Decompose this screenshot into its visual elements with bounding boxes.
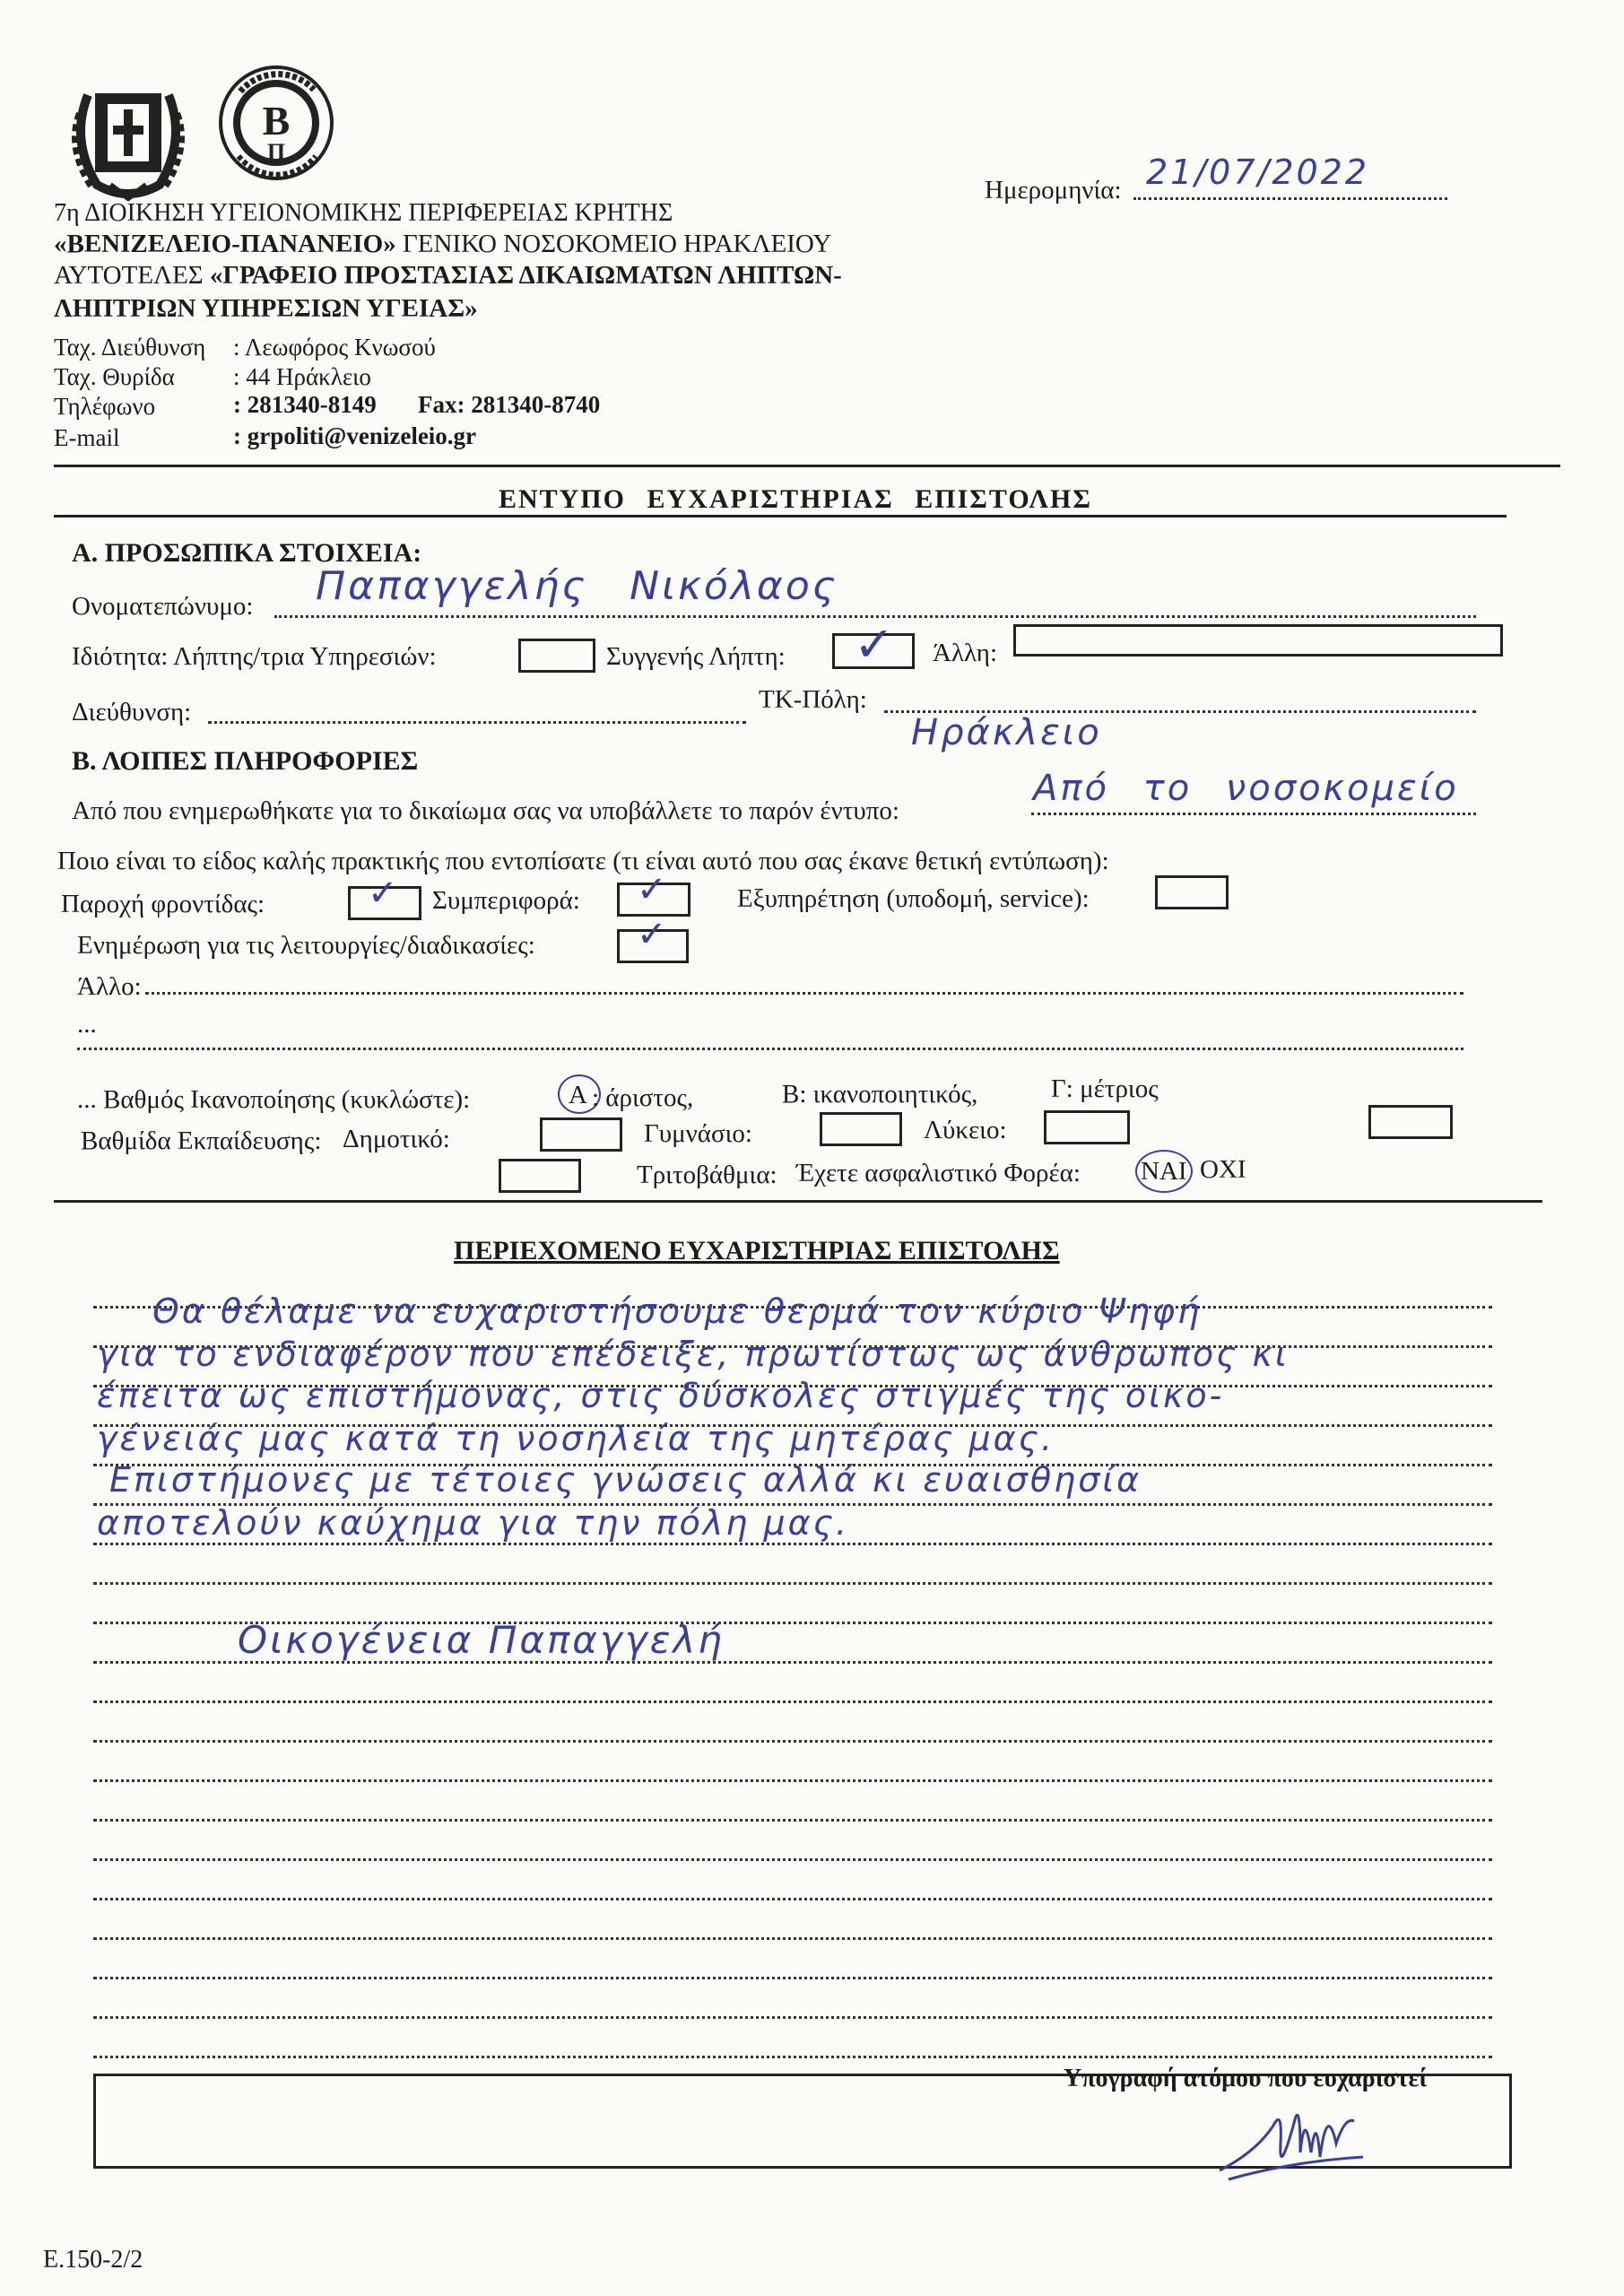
letter-line <box>93 1700 1492 1703</box>
source-value[interactable]: Από το νοσοκομείο <box>1033 768 1459 809</box>
divider-top <box>54 465 1560 467</box>
role-label: Ιδιότητα: Λήπτης/τρια Υπηρεσιών: <box>72 642 437 671</box>
form-title: ΕΝΤΥΠΟ ΕΥΧΑΡΙΣΤΗΡΙΑΣ ΕΠΙΣΤΟΛΗΣ <box>499 484 1092 514</box>
other2-dotted-line-2 <box>77 1048 1463 1050</box>
address-dotted-line <box>208 721 746 724</box>
insurance-no[interactable]: ΟΧΙ <box>1200 1155 1246 1184</box>
edu-gym-label: Γυμνάσιο: <box>644 1119 752 1148</box>
edu-label: Βαθμίδα Εκπαίδευσης: <box>81 1126 322 1155</box>
edu-lyceum-label: Λύκειο: <box>924 1116 1007 1144</box>
other-input[interactable] <box>1013 624 1503 657</box>
other-label: Άλλη: <box>933 639 998 667</box>
header-line1: 7η ΔΙΟΙΚΗΣΗ ΥΓΕΙΟΝΟΜΙΚΗΣ ΠΕΡΙΦΕΡΕΙΑΣ ΚΡΗΤΗΣ <box>54 199 673 227</box>
letter-line <box>93 1543 1492 1545</box>
care-check-mark-icon: ✓ <box>368 873 398 914</box>
letter-line <box>93 1977 1492 1979</box>
edu-primary-label: Δημοτικό: <box>343 1125 450 1153</box>
service-checkbox[interactable] <box>1155 875 1229 909</box>
letter-line <box>93 2056 1492 2058</box>
letter-line <box>93 1937 1492 1940</box>
name-value[interactable]: Παπαγγελής Νικόλαος <box>316 563 838 609</box>
letter-line <box>93 1858 1492 1861</box>
signature-label: Υπογραφή ατόμου που ευχαριστεί <box>1064 2065 1428 2092</box>
letter-text-line: Επιστήμονες με τέτοιες γνώσεις αλλά κι ευαισθησία <box>109 1460 1142 1500</box>
header-line2: «ΒΕΝΙΖΕΛΕΙΟ-ΠΑΝΑΝΕΙΟ» ΓΕΝΙΚΟ ΝΟΣΟΚΟΜΕΙΟ ΗΡΑΚΛΕΙΟΥ <box>54 230 832 258</box>
edu-gym-checkbox[interactable] <box>820 1112 902 1146</box>
recipient-checkbox[interactable] <box>518 639 595 673</box>
edu-extra-checkbox[interactable] <box>1368 1105 1453 1139</box>
sat-b-label[interactable]: Β: ικανοποιητικός, <box>782 1080 978 1109</box>
insurance-question: Έχετε ασφαλιστικό Φορέα: <box>796 1159 1081 1187</box>
letter-line <box>93 1819 1492 1822</box>
section-b-title: Β. ΛΟΙΠΕΣ ΠΛΗΡΟΦΟΡΙΕΣ <box>72 746 419 776</box>
edu-tertiary-label: Τριτοβάθμια: <box>637 1161 777 1189</box>
zip-value: : 44 Ηράκλειο <box>233 363 371 390</box>
relative-check-mark-icon: ✓ <box>854 616 895 673</box>
divider-letter <box>54 1200 1542 1203</box>
address-label: Διεύθυνση: <box>72 698 192 726</box>
behavior-label: Συμπεριφορά: <box>432 886 580 915</box>
addr-label: Ταχ. Διεύθυνση <box>54 334 206 361</box>
edu-lyceum-checkbox[interactable] <box>1044 1110 1130 1144</box>
letter-line <box>93 1898 1492 1900</box>
letter-text-line: Θα θέλαμε να ευχαριστήσουμε θερμά τον κύριο Ψηφή <box>152 1292 1203 1331</box>
other2-ellipsis: ... <box>77 1010 97 1039</box>
source-dotted-line <box>1031 813 1476 815</box>
insurance-yes[interactable]: ΝΑΙ <box>1141 1157 1187 1186</box>
other2-dotted-line <box>145 992 1463 995</box>
letter-text-line: γένειάς μας κατά τη νοσηλεία της μητέρας μας. <box>97 1419 1055 1458</box>
other2-label: Άλλο: <box>77 972 142 1001</box>
edu-tertiary-checkbox[interactable] <box>499 1159 581 1193</box>
practice-question: Ποιο είναι το είδος καλής πρακτικής που εντοπίσατε (τι είναι αυτό που σας έκανε θετική εντύπωση): <box>57 847 1109 875</box>
zip-label: Ταχ. Θυρίδα <box>54 363 175 390</box>
info-check-mark-icon: ✓ <box>637 914 667 955</box>
letter-line <box>93 1582 1492 1585</box>
email-label: E-mail <box>54 424 120 451</box>
letter-text-line: αποτελούν καύχημα για την πόλη μας. <box>97 1503 850 1543</box>
section-a-title: Α. ΠΡΟΣΩΠΙΚΑ ΣΤΟΙΧΕΙΑ: <box>72 538 422 568</box>
email-value: : grpoliti@venizeleio.gr <box>233 422 477 449</box>
letter-line <box>93 1779 1492 1782</box>
letter-line <box>93 1740 1492 1743</box>
header-line4: ΛΗΠΤΡΙΩΝ ΥΠΗΡΕΣΙΩΝ ΥΓΕΙΑΣ» <box>54 294 478 323</box>
letter-text-line: για το ενδιαφέρον που επέδειξε, πρωτίστως ως άνθρωπος κι <box>97 1335 1290 1374</box>
name-label: Ονοματεπώνυμο: <box>72 592 254 621</box>
greek-emblem-logo <box>61 59 195 203</box>
behavior-check-mark-icon: ✓ <box>637 869 667 910</box>
signature-scribble <box>1211 2090 1372 2197</box>
letter-title: ΠΕΡΙΕΧΟΜΕΝΟ ΕΥΧΑΡΙΣΤΗΡΙΑΣ ΕΠΙΣΤΟΛΗΣ <box>454 1236 1060 1265</box>
source-label: Από που ενημερωθήκατε για το δικαίωμα σας να υποβάλλετε το παρόν έντυπο: <box>72 796 899 825</box>
svg-text:Β: Β <box>262 98 291 144</box>
sat-a-label: : άριστος, <box>592 1083 694 1112</box>
date-value[interactable]: 21/07/2022 <box>1146 152 1370 192</box>
hospital-logo <box>213 56 339 190</box>
header-line3: ΑΥΤΟΤΕΛΕΣ «ΓΡΑΦΕΙΟ ΠΡΟΣΤΑΣΙΑΣ ΔΙΚΑΙΩΜΑΤΩΝ ΛΗΠΤΩΝ- <box>54 261 842 290</box>
addr-value: : Λεωφόρος Κνωσού <box>233 334 436 361</box>
care-label: Παροχή φροντίδας: <box>61 890 265 918</box>
title-underline <box>54 515 1507 517</box>
svg-text:Π: Π <box>266 139 286 165</box>
footer-code: Ε.150-2/2 <box>43 2246 143 2274</box>
city-value[interactable]: Ηράκλειο <box>911 712 1102 753</box>
relative-label: Συγγενής Λήπτη: <box>606 642 786 671</box>
phone-label: Τηλέφωνο <box>54 393 156 420</box>
letter-signoff: Οικογένεια Παπαγγελή <box>194 1618 725 1662</box>
city-label: ΤΚ-Πόλη: <box>759 685 867 714</box>
edu-primary-checkbox[interactable] <box>540 1118 622 1152</box>
letter-line <box>93 2016 1492 2019</box>
phone-value: : 281340-8149 <box>233 391 377 418</box>
date-label: Ημερομηνία: <box>985 176 1122 204</box>
satisfaction-label: ... Βαθμός Ικανοποίησης (κυκλώστε): <box>77 1085 471 1114</box>
sat-a-letter[interactable]: Α <box>569 1081 587 1109</box>
info-label: Ενημέρωση για τις λειτουργίες/διαδικασίες: <box>77 931 535 960</box>
date-dotted-line <box>1133 197 1447 200</box>
letter-text-line: έπειτα ως επιστήμονας, στις δύσκολες στιγμές της οικο- <box>97 1376 1225 1415</box>
fax-value: Fax: 281340-8740 <box>418 391 601 418</box>
sat-c-label[interactable]: Γ: μέτριος <box>1051 1074 1159 1103</box>
service-label: Εξυπηρέτηση (υποδομή, service): <box>737 884 1090 913</box>
